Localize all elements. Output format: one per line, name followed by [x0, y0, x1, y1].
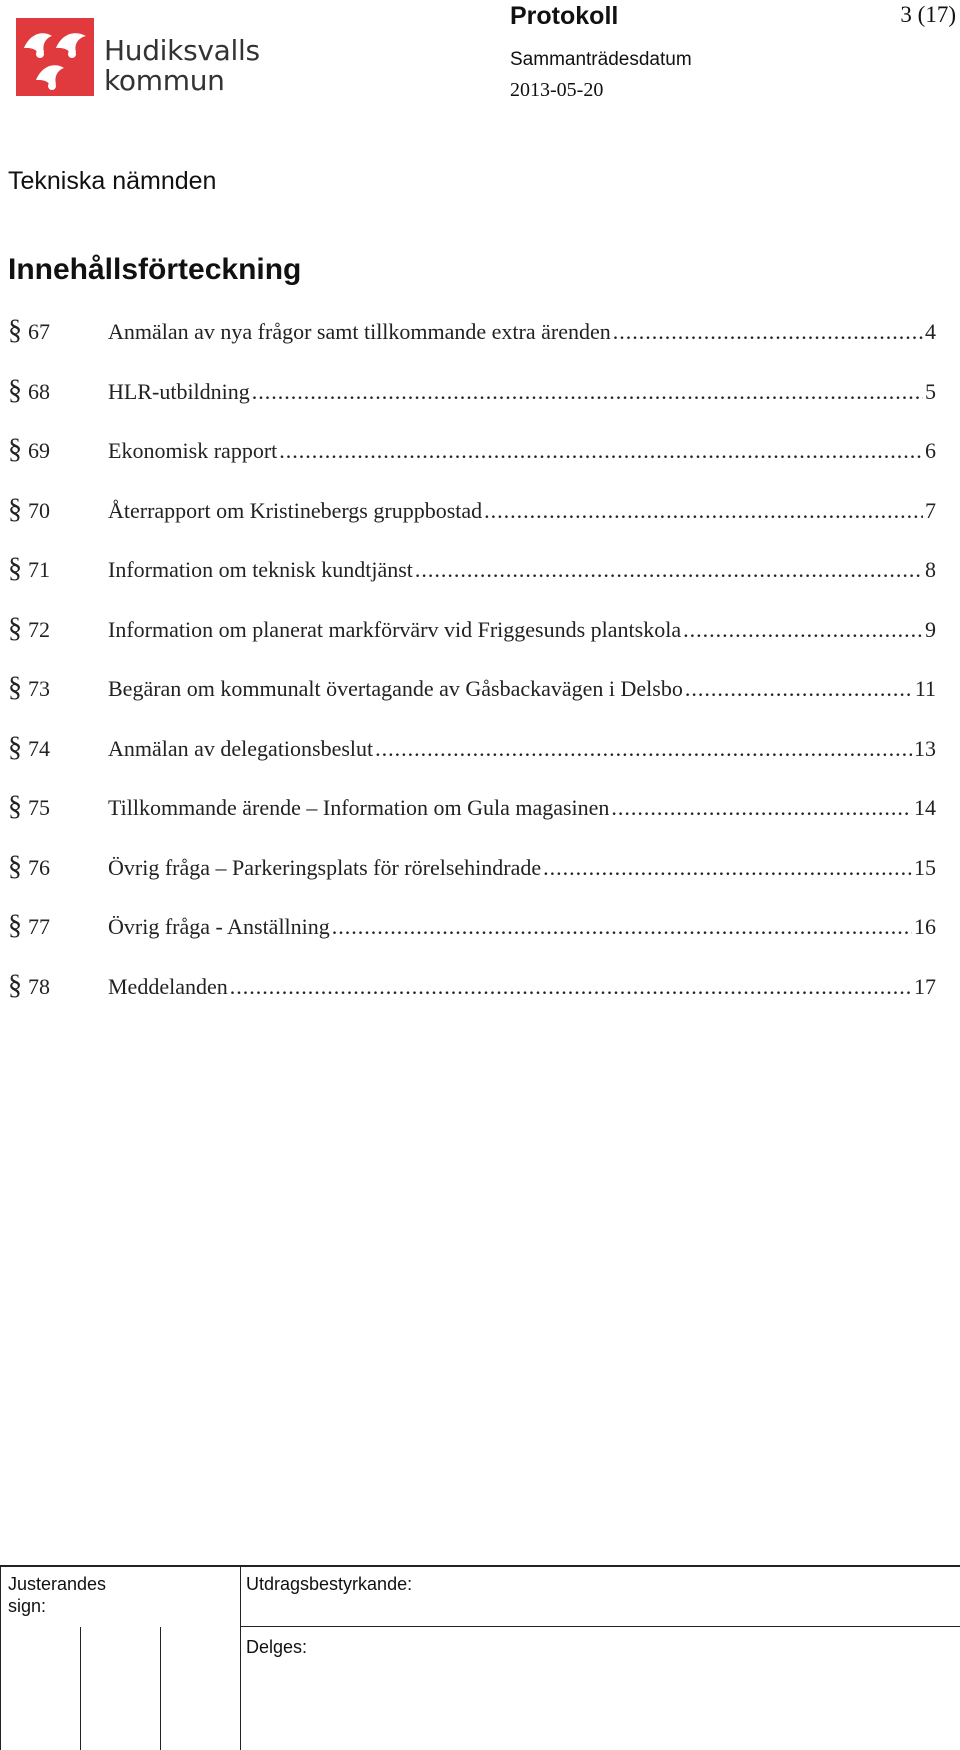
toc-entry-number: 77 [28, 914, 50, 939]
toc-heading: Innehållsförteckning [8, 253, 302, 286]
footer-mid-rule [240, 1626, 960, 1627]
section-symbol: § [8, 434, 22, 465]
justerandes-sign-label [8, 1573, 106, 1617]
toc-entry-number: 76 [28, 854, 50, 880]
toc-entry-number: 71 [28, 557, 50, 582]
toc-dot-leader [415, 557, 923, 583]
section-symbol: § [8, 612, 22, 644]
toc-dot-leader [613, 319, 923, 345]
toc-entry-title: Övrig fråga - Anställning [108, 914, 330, 939]
toc-entry-page: 5 [925, 378, 936, 404]
toc-entry-number: 67 [28, 319, 50, 344]
toc-entry-title: Begäran om kommunalt övertagande av Gåsbackavägen i Delsbo [108, 676, 683, 701]
signature-divider [80, 1627, 81, 1750]
toc-dot-leader [375, 736, 912, 762]
committee-name: Tekniska nämnden [8, 167, 217, 195]
section-symbol: § [8, 374, 22, 406]
toc-entry-69[interactable] [8, 435, 936, 495]
signature-footer [0, 1565, 960, 1750]
toc-dot-leader [252, 379, 923, 405]
toc-dot-leader [685, 676, 913, 702]
section-symbol: § [8, 315, 22, 346]
toc-entry-title: HLR-utbildning [108, 378, 250, 404]
section-symbol: § [8, 910, 22, 941]
toc-entry-title: Anmälan av delegationsbeslut [108, 735, 374, 761]
section-symbol: § [8, 969, 22, 1001]
toc-entry-title: Övrig fråga – Parkeringsplats för rörelsehindrade [108, 854, 542, 880]
toc-entry-page: 15 [914, 854, 936, 880]
toc-entry-68[interactable] [8, 376, 936, 436]
toc-entry-67[interactable] [8, 316, 936, 376]
page-indicator: 3 (17) [900, 2, 956, 27]
toc-dot-leader [332, 914, 912, 940]
toc-entry-number: 74 [28, 735, 50, 761]
toc-dot-leader [279, 438, 923, 464]
document-type: Protokoll [510, 2, 619, 30]
section-symbol: § [8, 791, 22, 822]
toc-entry-number: 69 [28, 438, 50, 463]
toc-entry-title: Meddelanden [108, 973, 228, 999]
toc-entry-number: 72 [28, 616, 50, 642]
meeting-date-label: Sammanträdesdatum [510, 49, 692, 70]
toc-entry-page: 7 [925, 497, 936, 523]
meeting-date-value: 2013-05-20 [510, 79, 604, 101]
toc-entry-number: 70 [28, 497, 50, 523]
goat-crest-icon [16, 18, 94, 96]
section-symbol: § [8, 731, 22, 763]
justerandes-line-2: sign: [8, 1596, 47, 1616]
toc-dot-leader [611, 795, 912, 821]
toc-entry-71[interactable] [8, 554, 936, 614]
toc-entry-number: 68 [28, 378, 50, 404]
toc-entry-title: Information om planerat markförvärv vid Friggesunds plantskola [108, 616, 682, 642]
toc-entry-75[interactable] [8, 792, 936, 852]
table-of-contents [8, 316, 936, 1030]
footer-top-rule [0, 1565, 960, 1567]
footer-divider [0, 1565, 1, 1750]
toc-dot-leader [543, 855, 912, 881]
section-symbol: § [8, 850, 22, 882]
toc-entry-page: 8 [925, 557, 936, 582]
toc-entry-72[interactable] [8, 614, 936, 674]
toc-entry-number: 75 [28, 795, 50, 820]
toc-entry-77[interactable] [8, 911, 936, 971]
toc-entry-title: Ekonomisk rapport [108, 438, 278, 463]
toc-entry-title: Anmälan av nya frågor samt tillkommande extra ärenden [108, 319, 611, 344]
toc-entry-number: 73 [28, 676, 50, 701]
toc-dot-leader [484, 498, 923, 524]
toc-entry-page: 16 [914, 914, 936, 939]
toc-entry-page: 9 [925, 616, 936, 642]
toc-entry-page: 11 [914, 676, 936, 701]
toc-entry-page: 6 [925, 438, 936, 463]
delges-label: Delges: [246, 1637, 308, 1657]
toc-entry-74[interactable] [8, 733, 936, 793]
toc-entry-78[interactable] [8, 971, 936, 1031]
signature-divider [160, 1627, 161, 1750]
toc-entry-title: Tillkommande ärende – Information om Gula magasinen [108, 795, 610, 820]
toc-entry-page: 14 [914, 795, 936, 820]
toc-dot-leader [683, 617, 923, 643]
section-symbol: § [8, 493, 22, 525]
toc-entry-70[interactable] [8, 495, 936, 555]
toc-entry-number: 78 [28, 973, 50, 999]
utdragsbestyrkande-label: Utdragsbestyrkande: [246, 1574, 413, 1594]
justerandes-line-1: Justerandes [8, 1574, 107, 1594]
toc-entry-73[interactable] [8, 673, 936, 733]
toc-dot-leader [230, 974, 912, 1000]
section-symbol: § [8, 672, 22, 703]
hudiksvall-logo [16, 18, 266, 98]
logo-line-2: kommun [104, 64, 225, 97]
logo-line-1: Hudiksvalls [104, 34, 260, 67]
toc-entry-page: 17 [914, 973, 936, 999]
toc-entry-title: Information om teknisk kundtjänst [108, 557, 413, 582]
section-symbol: § [8, 553, 22, 584]
toc-entry-page: 13 [914, 735, 936, 761]
footer-divider [240, 1565, 241, 1750]
toc-entry-title: Återrapport om Kristinebergs gruppbostad [108, 497, 483, 523]
toc-entry-76[interactable] [8, 852, 936, 912]
logo-wordmark [104, 36, 260, 96]
toc-entry-page: 4 [925, 319, 936, 344]
